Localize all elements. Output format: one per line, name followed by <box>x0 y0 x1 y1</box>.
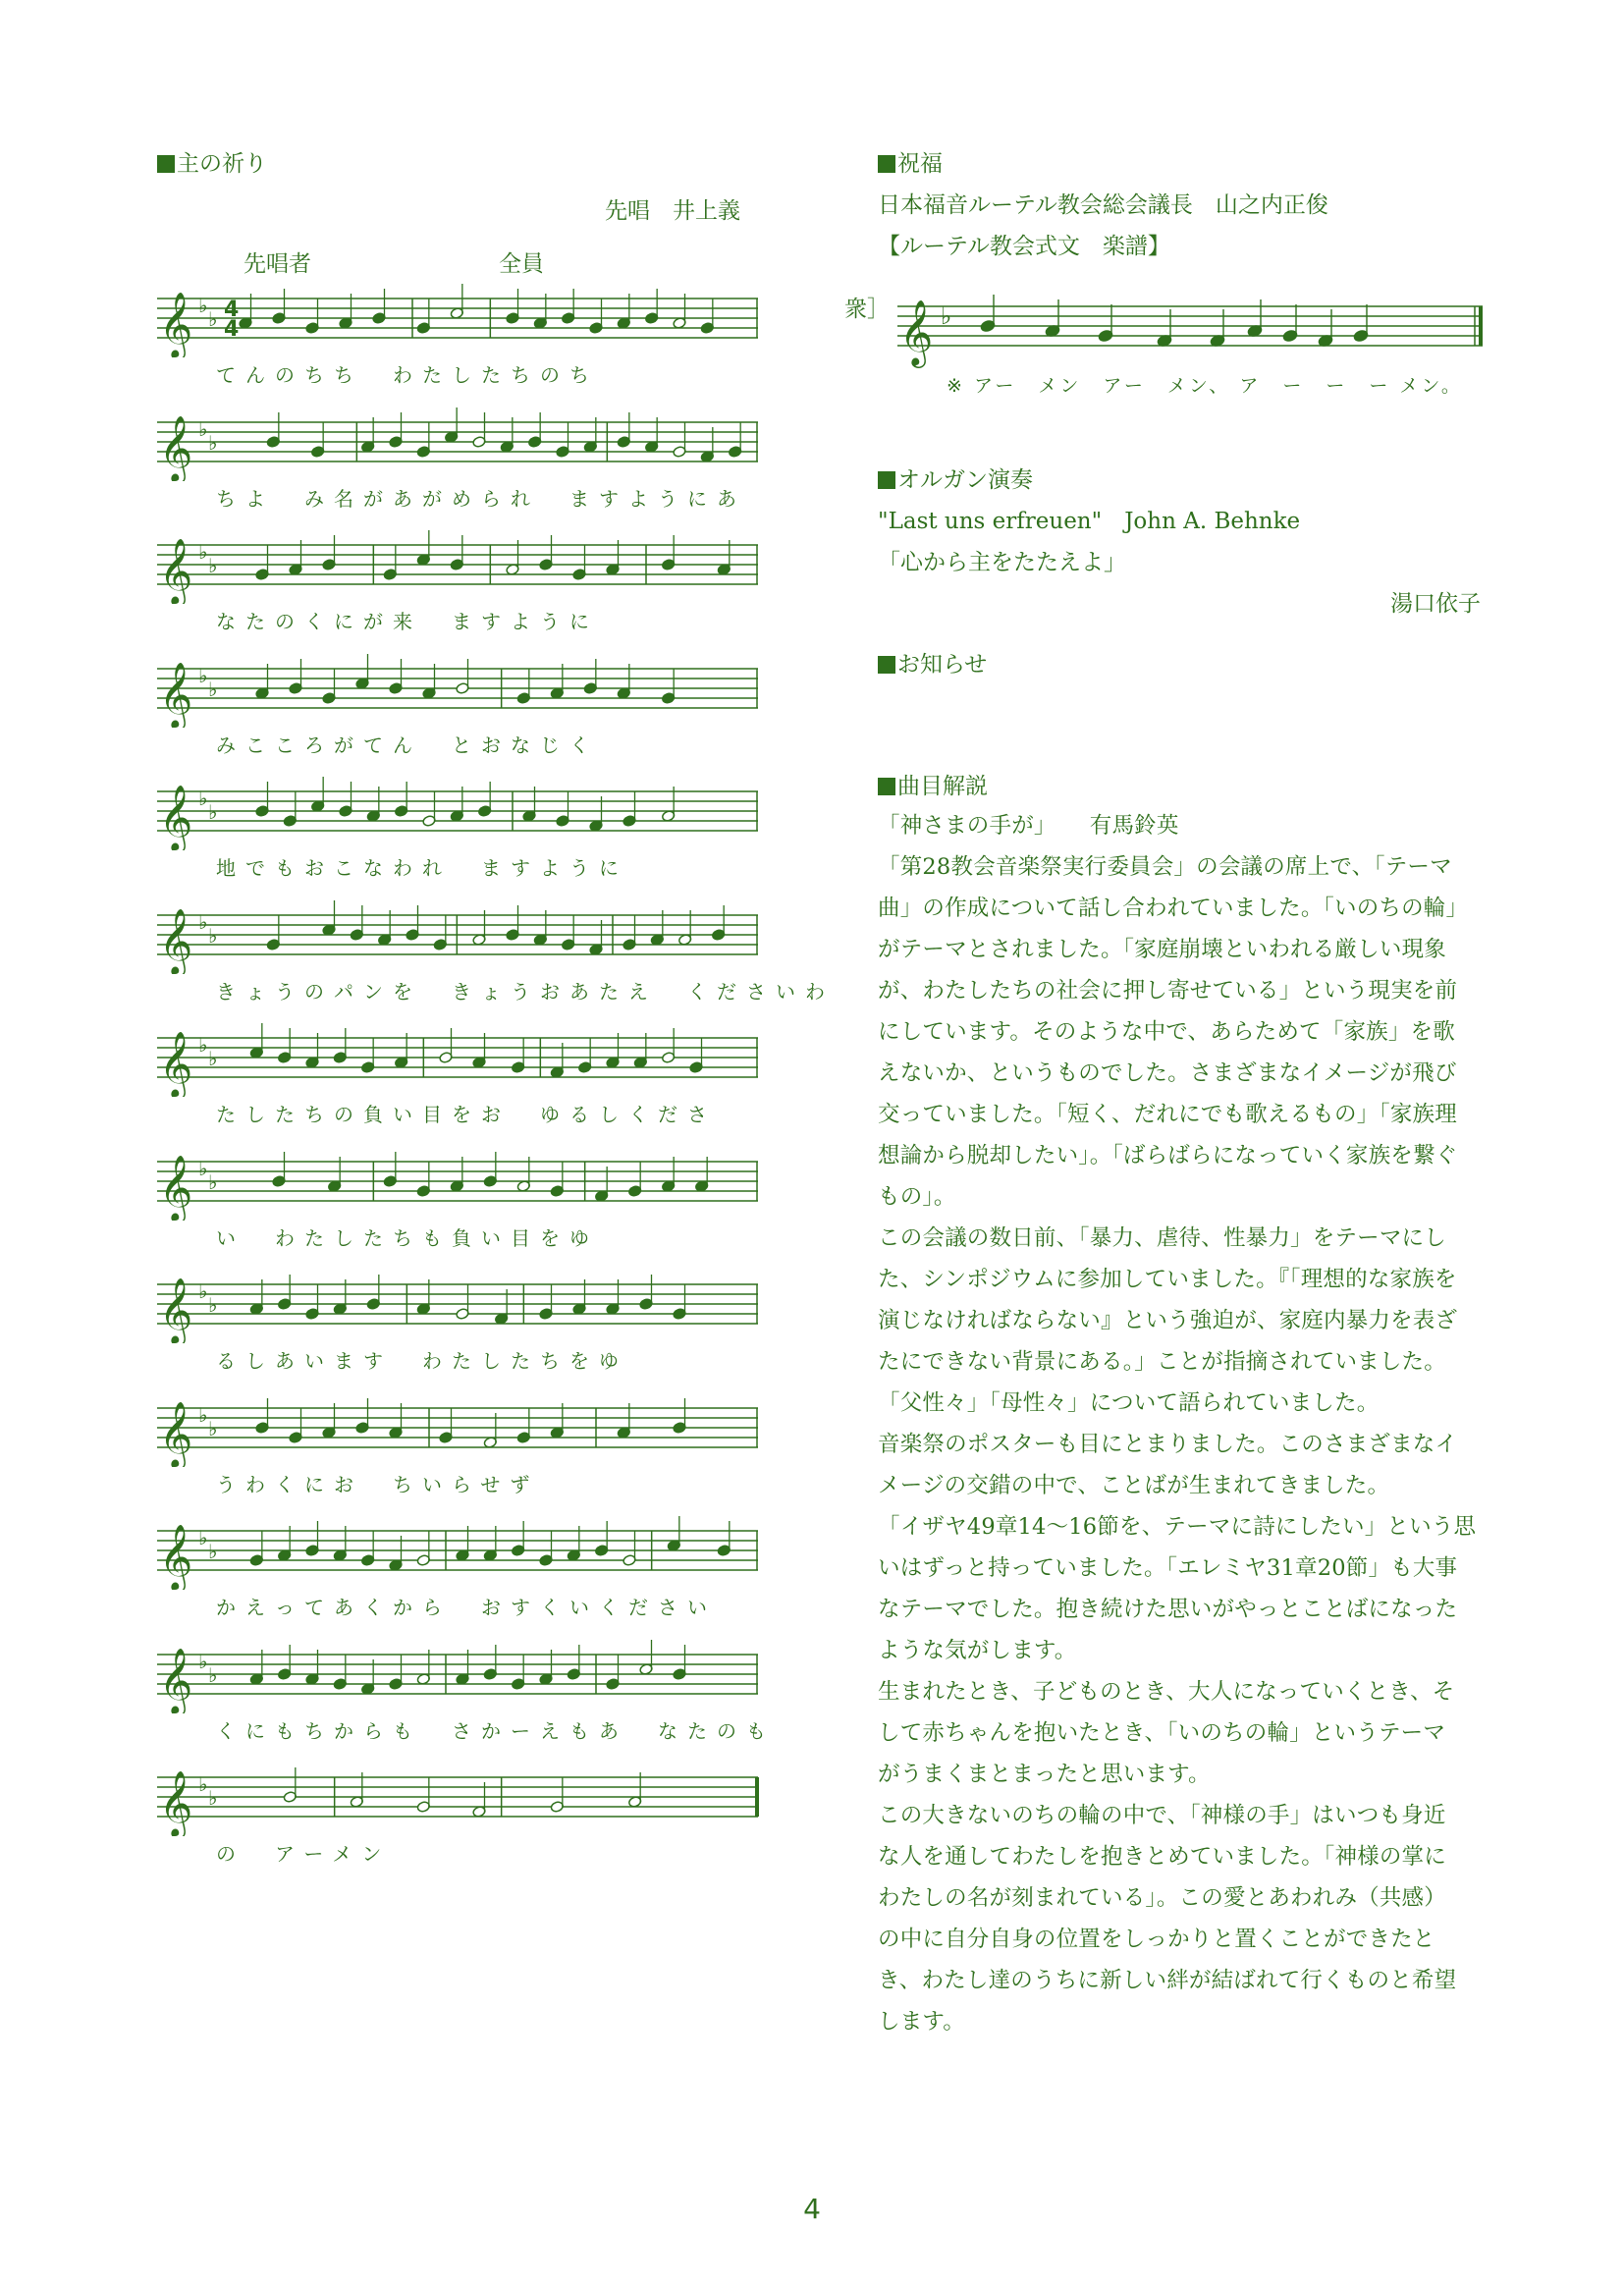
staff-svg <box>157 896 766 974</box>
commentary-line: き、わたし達のうちに新しい絆が結ばれて行くものと希望 <box>878 1968 1457 1993</box>
right-column <box>844 147 1496 2042</box>
commentary-line: 音楽祭のポスターも目にとまりました。このさまざまなイ <box>878 1432 1458 1457</box>
treble-clef-icon: 𝄞 <box>159 784 193 850</box>
flat-icon: ♭ <box>198 1772 208 1796</box>
lyric-line: きょうのパンを きょうおあたえ くださいわ <box>216 979 835 1004</box>
section-title: オルガン演奏 <box>897 467 1033 493</box>
flat-icon: ♭ <box>208 430 218 455</box>
section-heading-organ <box>878 463 1496 497</box>
staff-row <box>157 1265 766 1388</box>
square-bullet-icon <box>878 656 895 674</box>
treble-clef-icon: 𝄞 <box>159 1646 193 1713</box>
commentary-body <box>878 846 1496 2042</box>
commentary-line: 曲」の作成について話し合われていました。「いのちの輪」 <box>878 896 1469 921</box>
flat-icon: ♭ <box>198 663 208 687</box>
flat-icon: ♭ <box>208 1416 218 1440</box>
commentary-line: えないか、というものでした。さまざまなイメージが飛び <box>878 1060 1457 1086</box>
flat-icon: ♭ <box>208 1047 218 1070</box>
lyric-line: うわくにお ちいらせず <box>216 1472 540 1496</box>
staff-svg <box>157 403 766 481</box>
section-heading-notice <box>878 648 1496 681</box>
commentary-line: わたしの名が刻まれている」。この愛とあわれみ（共感） <box>878 1885 1446 1911</box>
treble-clef-icon: 𝄞 <box>159 537 193 604</box>
leader-label: 先唱者 <box>244 251 311 277</box>
treble-clef-icon: 𝄞 <box>899 299 934 365</box>
section-title: 主の祈り <box>177 151 267 177</box>
flat-icon: ♭ <box>198 540 208 564</box>
lyric-line: 地でもおこなわれ ますように <box>216 856 628 880</box>
flat-icon: ♭ <box>198 787 208 810</box>
blessing-officiant: 日本福音ルーテル教会総会議長 山之内正俊 <box>878 192 1328 218</box>
flat-icon: ♭ <box>198 1649 208 1673</box>
staff-svg <box>157 1142 766 1221</box>
commentary-line: がテーマとされました。「家庭崩壊といわれる厳しい現象 <box>878 937 1446 962</box>
time-signature: 4 <box>224 317 240 342</box>
treble-clef-icon: 𝄞 <box>159 1399 193 1467</box>
treble-clef-icon: 𝄞 <box>159 1523 193 1590</box>
treble-clef-icon: 𝄞 <box>159 1153 193 1221</box>
square-bullet-icon <box>157 155 175 173</box>
lyric-line: みこころがてん とおなじく <box>216 733 599 757</box>
treble-clef-icon: 𝄞 <box>159 291 193 357</box>
page-number: 4 <box>803 2193 821 2225</box>
flat-icon: ♭ <box>208 923 218 948</box>
commentary-line: もの」。 <box>878 1184 956 1210</box>
staff-svg <box>157 279 766 357</box>
treble-clef-icon: 𝄞 <box>159 906 193 974</box>
staff-row <box>157 279 766 403</box>
time-signature: 4 <box>224 298 240 322</box>
blessing-staff-svg <box>878 281 1496 379</box>
flat-icon: ♭ <box>208 1786 218 1810</box>
staff-svg <box>157 1018 766 1097</box>
flat-icon: ♭ <box>198 1156 208 1180</box>
organ-piece: "Last uns erfreuen" John A. Behnke <box>878 509 1301 534</box>
commentary-line: にしています。そのような中で、あらためて「家族」を歌 <box>878 1019 1455 1045</box>
lyric-line: の アーメン <box>216 1842 392 1866</box>
staff-svg <box>157 1758 766 1836</box>
lyric-line: かえってあくから おすくいください <box>216 1596 717 1619</box>
flat-icon: ♭ <box>208 1169 218 1194</box>
staff-svg <box>157 1635 766 1713</box>
staff-row <box>157 772 766 896</box>
treble-clef-icon: 𝄞 <box>159 660 193 728</box>
lyric-line: ちよ み名があがめられ ますようにあ <box>216 486 746 511</box>
staff-row <box>157 1018 766 1142</box>
commentary-line: この大きないのちの輪の中で、「神様の手」はいつも身近 <box>878 1803 1446 1828</box>
flat-icon: ♭ <box>198 909 208 934</box>
section-heading-lords-prayer <box>157 147 766 181</box>
lyric-line: なたのくにが来 ますように <box>216 610 599 633</box>
commentary-line: ような気がします。 <box>878 1638 1077 1663</box>
commentary-line: 想論から脱却したい」。「ばらばらになっていく家族を繋ぐ <box>878 1143 1458 1168</box>
commentary-line: 演じなければならない』という強迫が、家庭内暴力を表ざ <box>878 1308 1458 1333</box>
staff-row <box>157 1635 776 1759</box>
staff-row <box>157 403 766 526</box>
commentary-line: 生まれたとき、子どものとき、大人になっていくとき、そ <box>878 1679 1455 1705</box>
staff-row <box>157 1511 766 1635</box>
square-bullet-icon <box>878 471 895 489</box>
commentary-line: 「父性々」「母性々」について語られていました。 <box>878 1390 1380 1416</box>
cantor-credit: 先唱 井上義 <box>605 198 740 224</box>
lyric-line: たしたちの負い目をお ゆるしくださ <box>216 1103 717 1126</box>
staff-svg <box>157 1388 766 1467</box>
staff-row <box>157 525 766 649</box>
commentary-line: な人を通してわたしを抱きとめていました。「神様の掌に <box>878 1844 1446 1870</box>
flat-icon: ♭ <box>198 1033 208 1057</box>
score-part-labels <box>157 245 766 279</box>
all-label: 全員 <box>499 251 544 277</box>
commentary-line: の中に自分自身の位置をしっかりと置くことができたと <box>878 1927 1435 1952</box>
lyric-line: るしあいます わたしたちをゆ <box>216 1349 628 1373</box>
organist-name: 湯口依子 <box>1390 591 1481 617</box>
lords-prayer-score <box>157 279 835 1881</box>
lyric-line: てんのちち わたしたちのち <box>216 363 599 387</box>
commentary-line: 「第28教会音楽祭実行委員会」の会議の席上で、「テーマ <box>878 854 1452 880</box>
blessing-source: 【ルーテル教会式文 楽譜】 <box>878 234 1170 259</box>
blessing-score <box>844 281 1496 408</box>
flat-icon: ♭ <box>208 554 218 577</box>
lyric-line: い わたしたちも負い目をゆ <box>216 1225 599 1250</box>
flat-icon: ♭ <box>198 1279 208 1303</box>
organ-hymn: 「心から主をたたえよ」 <box>878 550 1126 575</box>
flat-icon: ♭ <box>208 1662 218 1687</box>
commentary-line: メージの交錯の中で、ことばが生まれてきました。 <box>878 1473 1390 1498</box>
staff-row <box>157 896 835 1019</box>
flat-icon: ♭ <box>208 677 218 701</box>
treble-clef-icon: 𝄞 <box>159 1030 193 1097</box>
flat-icon: ♭ <box>941 302 952 330</box>
blessing-lyric: ※ アー メン アー メン、 ア ー ー ー メン。 <box>947 375 1463 397</box>
square-bullet-icon <box>878 155 895 173</box>
flat-icon: ♭ <box>198 1402 208 1427</box>
staff-svg <box>157 525 766 604</box>
commentary-line: たにできない背景にある。」ことが指摘されていました。 <box>878 1349 1446 1375</box>
commentary-line: して赤ちゃんを抱いたとき、「いのちの輪」というテーマ <box>878 1720 1446 1746</box>
commentary-line: が、わたしたちの社会に押し寄せている」という現実を前 <box>878 978 1458 1004</box>
flat-icon: ♭ <box>198 1526 208 1549</box>
commentary-line: します。 <box>878 2009 966 2035</box>
staff-svg <box>157 1265 766 1343</box>
commentary-title: 「神さまの手が」 有馬鈴英 <box>878 813 1179 839</box>
flat-icon: ♭ <box>198 416 208 441</box>
staff-row <box>157 649 766 773</box>
staff-row <box>157 1758 766 1881</box>
staff-svg <box>157 1511 766 1590</box>
commentary-line: 交っていました。「短く、だれにでも歌えるもの」「家族理 <box>878 1102 1457 1127</box>
commentary-line: なテーマでした。抱き続けた思いがやっとことばになった <box>878 1597 1458 1622</box>
staff-row <box>157 1142 766 1266</box>
commentary-line: いはずっと持っていました。「エレミヤ31章20節」も大事 <box>878 1555 1458 1581</box>
section-title: 曲目解説 <box>897 774 988 799</box>
staff-row <box>157 1388 766 1512</box>
section-title: お知らせ <box>897 652 988 678</box>
treble-clef-icon: 𝄞 <box>159 413 193 481</box>
flat-icon: ♭ <box>208 800 218 824</box>
commentary-line: この会議の数日前、「暴力、虐待、性暴力」をテーマにし <box>878 1225 1446 1251</box>
left-column <box>157 147 835 1881</box>
flat-icon: ♭ <box>198 294 208 317</box>
lyric-line: くにもちからも さかーえもあ なたのも <box>216 1718 776 1743</box>
flat-icon: ♭ <box>208 307 218 331</box>
square-bullet-icon <box>878 778 895 795</box>
flat-icon: ♭ <box>208 1293 218 1317</box>
congregation-label: 衆］ <box>844 297 890 322</box>
treble-clef-icon: 𝄞 <box>159 1769 193 1836</box>
staff-svg <box>157 649 766 728</box>
section-heading-blessing <box>878 147 1496 181</box>
staff-svg <box>157 772 766 850</box>
section-title: 祝福 <box>897 151 943 177</box>
commentary-line: がうまくまとまったと思います。 <box>878 1762 1211 1787</box>
section-heading-commentary <box>878 770 1496 803</box>
treble-clef-icon: 𝄞 <box>159 1276 193 1343</box>
flat-icon: ♭ <box>208 1540 218 1563</box>
commentary-line: た、シンポジウムに参加していました。『「理想的な家族を <box>878 1267 1457 1292</box>
commentary-line: 「イザヤ49章14～16節を、テーマに詩にしたい」という思 <box>878 1514 1477 1540</box>
